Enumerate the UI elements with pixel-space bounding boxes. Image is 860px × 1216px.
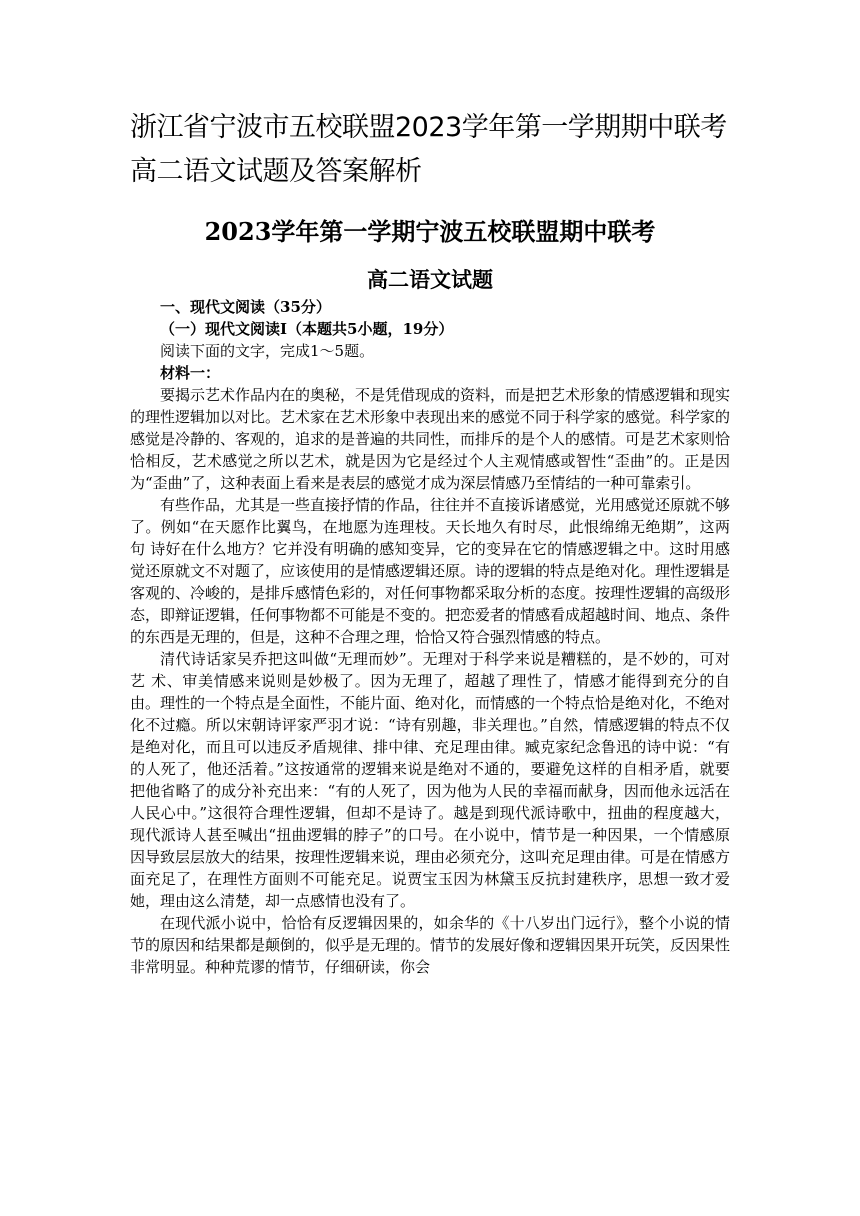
exam-title: 2023学年第一学期宁波五校联盟期中联考 [204,217,656,246]
reading-instruction: 阅读下面的文字，完成1～5题。 [160,342,375,360]
paragraph: 清代诗话家吴乔把这叫做“无理而妙”。无理对于科学来说是糟糕的，是不妙的，可对艺 术、审美情感来说则是妙极了。因为无理了，超越了理性了，情感才能得到充分的自由。理性的一个特点是全面性，不能片面、绝对化，而情感的一个特点恰是绝对化，不绝对化不过瘾。所以宋朝诗评家严羽才说：“诗有别趣，非关理也。”自然，情感逻辑的特点不仅是绝对化，而且可以违反矛盾规律、排中律、充足理由律。臧克家纪念鲁迅的诗中说：“有的人死了，他还活着。”这按通常的逻辑来说是绝对不通的，要避免这样的自相矛盾，就要把他省略了的成分补充出来：“有的人死了，因为他为人民的幸福而献身，因而他永远活在人民心中。”这很符合理性逻辑，但却不是诗了。越是到现代派诗歌中，扭曲的程度越大，现代派诗人甚至喊出“扭曲逻辑的脖子”的口号。在小说中，情节是一种因果，一个情感原因导致层层放大的结果，按理性逻辑来说，理由必须充分，这叫充足理由律。可是在情感方面充足了，在理性方面则不可能充足。说贾宝玉因为林黛玉反抗封建秩序，思想一致才爱她，理由这么清楚，却一点感情也没有了。 [130,650,731,910]
document-body [130,296,730,978]
section-heading: 一、现代文阅读（35分） [160,298,331,316]
material-label: 材料一： [160,364,221,382]
subsection-heading: （一）现代文阅读Ⅰ（本题共5小题，19分） [160,320,454,338]
paragraph: 在现代派小说中，恰恰有反逻辑因果的，如余华的《十八岁出门远行》，整个小说的情节的原因和结果都是颠倒的，似乎是无理的。情节的发展好像和逻辑因果开玩笑，反因果性非常明显。种种荒谬的情节，仔细研读，你会 [130,914,731,976]
paragraph: 有些作品，尤其是一些直接抒情的作品，往往并不直接诉诸感觉，光用感觉还原就不够了。例如“在天愿作比翼鸟，在地愿为连理枝。天长地久有时尽，此恨绵绵无绝期”，这两句 诗好在什么地方？它并没有明确的感知变异，它的变异在它的情感逻辑之中。这时用感觉还原就文不对题了，应该使用的是情感逻辑还原。诗的逻辑的特点是绝对化。理性逻辑是客观的、冷峻的，是排斥感情色彩的，对任何事物都采取分析的态度。按理性逻辑的高级形态，即辩证逻辑，任何事物都不可能是不变的。把恋爱者的情感看成超越时间、地点、条件的东西是无理的，但是，这种不合理之理，恰恰又符合强烈情感的特点。 [130,496,731,646]
paragraph: 要揭示艺术作品内在的奥秘，不是凭借现成的资料，而是把艺术形象的情感逻辑和现实的理性逻辑加以对比。艺术家在艺术形象中表现出来的感觉不同于科学家的感觉。科学家的感觉是冷静的、客观的，追求的是普遍的共同性，而排斥的是个人的感情。可是艺术家则恰恰相反，艺术感觉之所以艺术，就是因为它是经过个人主观情感或智性“歪曲”的。正是因为“歪曲”了，这种表面上看来是表层的感觉才成为深层情感乃至情结的一种可靠索引。 [130,386,731,492]
exam-subtitle: 高二语文试题 [367,267,493,292]
document-header-title: 浙江省宁波市五校联盟2023学年第一学期期中联考高二语文试题及答案解析 [130,112,727,187]
